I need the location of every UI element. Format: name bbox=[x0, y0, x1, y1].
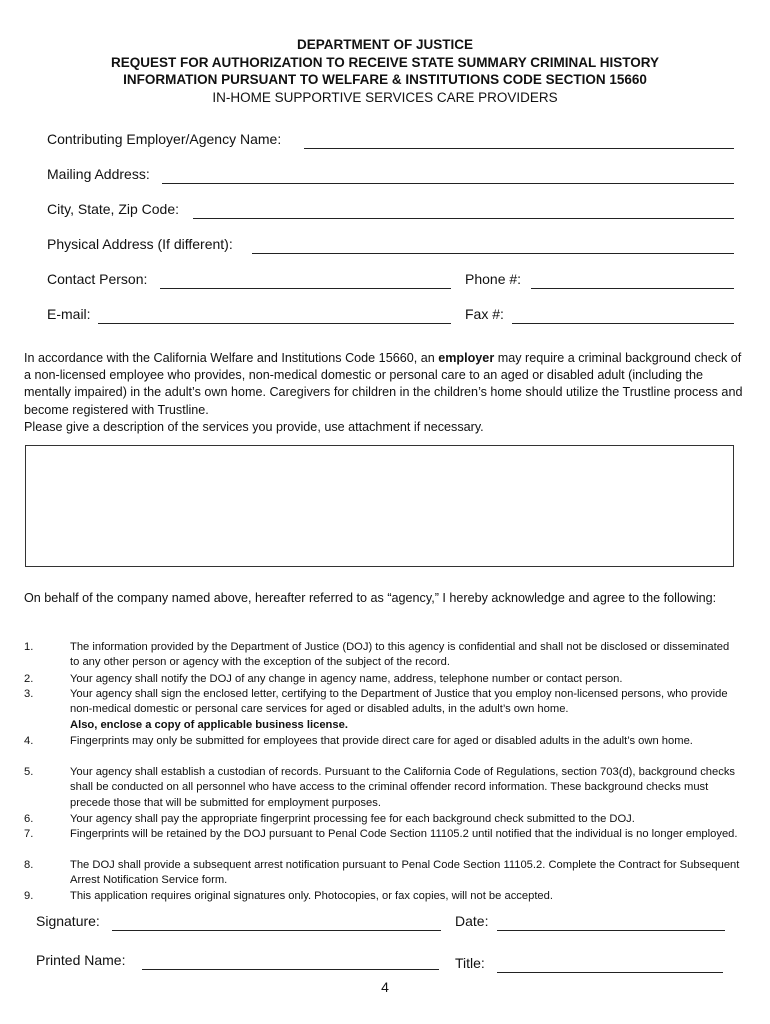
fax-label: Fax #: bbox=[465, 306, 504, 322]
mailing-address-label: Mailing Address: bbox=[47, 166, 150, 182]
list-item-number: 7. bbox=[24, 828, 34, 840]
list-item: Fingerprints may only be submitted for employees that provide direct care for aged or disabled adults in the adult’s own home. bbox=[70, 735, 693, 747]
acknowledgement-text: On behalf of the company named above, hereafter referred to as “agency,” I hereby acknowledge and agree to the following: bbox=[24, 591, 717, 605]
business-license-note: Also, enclose a copy of applicable business license. bbox=[70, 718, 348, 731]
phone-input-line[interactable] bbox=[531, 288, 734, 289]
fax-input-line[interactable] bbox=[512, 323, 734, 324]
contact-person-input-line[interactable] bbox=[160, 288, 451, 289]
list-item-number: 9. bbox=[24, 890, 34, 902]
list-item: This application requires original signatures only. Photocopies, or fax copies, will not be accepted. bbox=[70, 890, 553, 902]
services-description-box[interactable] bbox=[25, 445, 734, 567]
list-item: Your agency shall establish a custodian of records. Pursuant to the California Code of Regulations, section 703(d), background checks shall be conducted on all personnel who have access to the criminal offender record information. These background checks must precede those that will be submitted for employment purposes. bbox=[70, 766, 736, 809]
header-code-section: INFORMATION PURSUANT TO WELFARE & INSTITUTIONS CODE SECTION 15660 bbox=[123, 72, 647, 87]
list-item-number: 2. bbox=[24, 673, 34, 685]
signature-label: Signature: bbox=[36, 913, 100, 929]
list-item: Your agency shall pay the appropriate fingerprint processing fee for each background check submitted to the DOJ. bbox=[70, 813, 635, 825]
employer-input-line[interactable] bbox=[304, 148, 734, 149]
terms-list bbox=[0, 640, 770, 910]
list-item-number: 4. bbox=[24, 735, 34, 747]
header-request-title: REQUEST FOR AUTHORIZATION TO RECEIVE STATE SUMMARY CRIMINAL HISTORY bbox=[110, 54, 660, 70]
list-item: Your agency shall notify the DOJ of any change in agency name, address, telephone number or contact person. bbox=[70, 673, 623, 685]
city-state-zip-label: City, State, Zip Code: bbox=[47, 201, 180, 217]
title-input-line[interactable] bbox=[497, 972, 723, 973]
list-item-text: Your agency shall sign the enclosed letter, certifying to the Department of Justice that you employ non-licensed persons, who provide non-medical domestic or personal care services for aged or disabled adults, in the adult’s own home. bbox=[70, 688, 728, 716]
email-label: E-mail: bbox=[47, 306, 91, 322]
intro-paragraph bbox=[24, 350, 744, 436]
employer-label: Contributing Employer/Agency Name: bbox=[47, 131, 282, 147]
list-item-number: 8. bbox=[24, 859, 34, 871]
physical-address-label: Physical Address (If different): bbox=[47, 236, 233, 252]
printed-name-input-line[interactable] bbox=[142, 969, 439, 970]
date-label: Date: bbox=[455, 913, 489, 929]
contact-person-label: Contact Person: bbox=[47, 271, 148, 287]
list-item-number: 6. bbox=[24, 813, 34, 825]
intro-text-start: In accordance with the California Welfare and Institutions Code 15660, an bbox=[24, 351, 439, 365]
list-item-number: 5. bbox=[24, 766, 34, 778]
list-item-number: 3. bbox=[24, 688, 34, 700]
page-number: 4 bbox=[381, 979, 389, 995]
printed-name-label: Printed Name: bbox=[36, 952, 126, 968]
intro-text-end: may require a criminal background check of a non-licensed employee who provides, non-medical domestic or personal care to an aged or disabled adult (including the mentally impaired) in the adult’s own home. Caregivers for children in the children’s home should utilize the Trustline process and become registered with Trustline. bbox=[24, 351, 743, 417]
city-state-zip-input-line[interactable] bbox=[193, 218, 734, 219]
phone-label: Phone #: bbox=[465, 271, 522, 287]
list-item bbox=[70, 687, 740, 733]
signature-input-line[interactable] bbox=[112, 930, 441, 931]
form-header bbox=[0, 36, 770, 106]
email-input-line[interactable] bbox=[98, 323, 451, 324]
list-item: The information provided by the Department of Justice (DOJ) to this agency is confidential and shall not be disclosed or disseminated to any other person or agency with the exception of the subject of the record. bbox=[70, 641, 730, 669]
list-item: Fingerprints will be retained by the DOJ pursuant to Penal Code Section 11105.2 until notified that the individual is no longer employed. bbox=[70, 828, 738, 840]
header-department: DEPARTMENT OF JUSTICE bbox=[296, 37, 473, 52]
mailing-address-input-line[interactable] bbox=[162, 183, 734, 184]
description-prompt: Please give a description of the services you provide, use attachment if necessary. bbox=[24, 419, 484, 434]
list-item-number: 1. bbox=[24, 641, 34, 653]
intro-employer-emphasis: employer bbox=[438, 351, 495, 365]
header-subtitle: IN-HOME SUPPORTIVE SERVICES CARE PROVIDERS bbox=[212, 89, 558, 105]
list-item: The DOJ shall provide a subsequent arrest notification pursuant to Penal Code Section 11105.2. Complete the Contract for Subsequent Arrest Notification Service form. bbox=[70, 859, 740, 887]
title-label: Title: bbox=[455, 955, 485, 971]
physical-address-input-line[interactable] bbox=[252, 253, 734, 254]
date-input-line[interactable] bbox=[497, 930, 725, 931]
